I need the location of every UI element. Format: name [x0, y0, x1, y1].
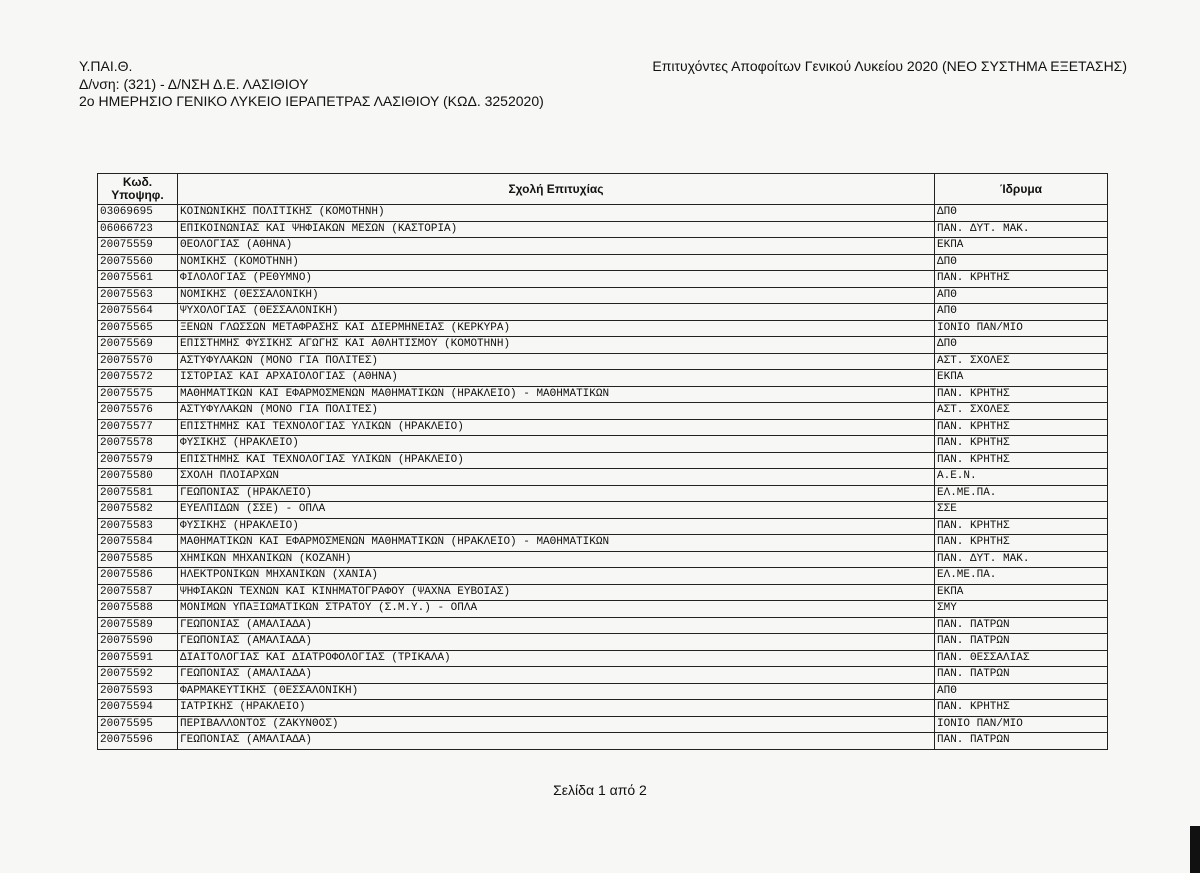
- table-row: [98, 403, 1108, 420]
- institution-cell: ΠΑΝ. ΚΡΗΤΗΣ: [935, 452, 1108, 469]
- directorate-line: Δ/νση: (321) - Δ/ΝΣΗ Δ.Ε. ΛΑΣΙΘΙΟΥ: [79, 75, 309, 92]
- institution-cell: ΠΑΝ. ΠΑΤΡΩΝ: [935, 617, 1108, 634]
- candidate-code-cell: 20075577: [98, 419, 178, 436]
- table-row: [98, 436, 1108, 453]
- institution-cell: ΕΚΠΑ: [935, 238, 1108, 255]
- table-row: [98, 238, 1108, 255]
- institution-cell: ΙΟΝΙΟ ΠΑΝ/ΜΙΟ: [935, 320, 1108, 337]
- table-row: [98, 370, 1108, 387]
- table-row: [98, 551, 1108, 568]
- school-cell: ΚΟΙΝΩΝΙΚΗΣ ΠΟΛΙΤΙΚΗΣ (ΚΟΜΟΤΗΝΗ): [178, 205, 935, 222]
- school-cell: ΓΕΩΠΟΝΙΑΣ (ΑΜΑΛΙΑΔΑ): [178, 617, 935, 634]
- candidate-code-cell: 20075569: [98, 337, 178, 354]
- institution-cell: ΠΑΝ. ΚΡΗΤΗΣ: [935, 700, 1108, 717]
- school-line: 2ο ΗΜΕΡΗΣΙΟ ΓΕΝΙΚΟ ΛΥΚΕΙΟ ΙΕΡΑΠΕΤΡΑΣ ΛΑΣΙΘΙΟΥ (ΚΩΔ. 3252020): [79, 93, 544, 109]
- candidate-code-cell: 06066723: [98, 221, 178, 238]
- candidate-code-cell: 20075590: [98, 634, 178, 651]
- institution-cell: ΑΠΘ: [935, 287, 1108, 304]
- candidate-code-cell: 20075563: [98, 287, 178, 304]
- candidate-code-cell: 20075589: [98, 617, 178, 634]
- table-header-row: [98, 174, 1108, 205]
- institution-cell: ΠΑΝ. ΘΕΣΣΑΛΙΑΣ: [935, 650, 1108, 667]
- table-row: [98, 452, 1108, 469]
- candidate-code-cell: 20075576: [98, 403, 178, 420]
- column-header-code-line1: Κωδ.: [122, 175, 153, 189]
- school-cell: ΨΗΦΙΑΚΩΝ ΤΕΧΝΩΝ ΚΑΙ ΚΙΝΗΜΑΤΟΓΡΑΦΟΥ (ΨΑΧΝΑ ΕΥΒΟΙΑΣ): [178, 584, 935, 601]
- institution-cell: ΕΛ.ΜΕ.ΠΑ.: [935, 485, 1108, 502]
- ministry-line: Υ.ΠΑΙ.Θ.: [79, 58, 133, 74]
- candidate-code-cell: 20075565: [98, 320, 178, 337]
- candidate-code-cell: 20075592: [98, 667, 178, 684]
- school-cell: ΘΕΟΛΟΓΙΑΣ (ΑΘΗΝΑ): [178, 238, 935, 255]
- column-header-institution: Ίδρυμα: [935, 174, 1108, 205]
- column-header-school: Σχολή Επιτυχίας: [178, 174, 935, 205]
- institution-cell: ΕΛ.ΜΕ.ΠΑ.: [935, 568, 1108, 585]
- candidate-code-cell: 20075583: [98, 518, 178, 535]
- institution-cell: ΠΑΝ. ΚΡΗΤΗΣ: [935, 419, 1108, 436]
- table-row: [98, 469, 1108, 486]
- table-row: [98, 205, 1108, 222]
- school-cell: ΙΣΤΟΡΙΑΣ ΚΑΙ ΑΡΧΑΙΟΛΟΓΙΑΣ (ΑΘΗΝΑ): [178, 370, 935, 387]
- institution-cell: ΕΚΠΑ: [935, 370, 1108, 387]
- candidate-code-cell: 20075580: [98, 469, 178, 486]
- school-cell: ΕΠΙΣΤΗΜΗΣ ΚΑΙ ΤΕΧΝΟΛΟΓΙΑΣ ΥΛΙΚΩΝ (ΗΡΑΚΛΕΙΟ): [178, 452, 935, 469]
- school-cell: ΓΕΩΠΟΝΙΑΣ (ΑΜΑΛΙΑΔΑ): [178, 733, 935, 750]
- school-cell: ΓΕΩΠΟΝΙΑΣ (ΗΡΑΚΛΕΙΟ): [178, 485, 935, 502]
- school-cell: ΞΕΝΩΝ ΓΛΩΣΣΩΝ ΜΕΤΑΦΡΑΣΗΣ ΚΑΙ ΔΙΕΡΜΗΝΕΙΑΣ (ΚΕΡΚΥΡΑ): [178, 320, 935, 337]
- school-cell: ΜΑΘΗΜΑΤΙΚΩΝ ΚΑΙ ΕΦΑΡΜΟΣΜΕΝΩΝ ΜΑΘΗΜΑΤΙΚΩΝ (ΗΡΑΚΛΕΙΟ) - ΜΑΘΗΜΑΤΙΚΩΝ: [178, 535, 935, 552]
- table-row: [98, 353, 1108, 370]
- candidate-code-cell: 03069695: [98, 205, 178, 222]
- candidate-code-cell: 20075586: [98, 568, 178, 585]
- table-row: [98, 716, 1108, 733]
- table-row: [98, 634, 1108, 651]
- institution-cell: ΠΑΝ. ΚΡΗΤΗΣ: [935, 386, 1108, 403]
- school-cell: ΦΥΣΙΚΗΣ (ΗΡΑΚΛΕΙΟ): [178, 436, 935, 453]
- candidate-code-cell: 20075595: [98, 716, 178, 733]
- institution-cell: ΔΠΘ: [935, 337, 1108, 354]
- school-cell: ΑΣΤΥΦΥΛΑΚΩΝ (ΜΟΝΟ ΓΙΑ ΠΟΛΙΤΕΣ): [178, 353, 935, 370]
- table-row: [98, 584, 1108, 601]
- table-row: [98, 287, 1108, 304]
- institution-cell: ΠΑΝ. ΚΡΗΤΗΣ: [935, 518, 1108, 535]
- candidate-code-cell: 20075572: [98, 370, 178, 387]
- institution-cell: ΣΣΕ: [935, 502, 1108, 519]
- candidate-code-cell: 20075591: [98, 650, 178, 667]
- school-cell: ΣΧΟΛΗ ΠΛΟΙΑΡΧΩΝ: [178, 469, 935, 486]
- document-title: Επιτυχόντες Αποφοίτων Γενικού Λυκείου 2020 (ΝΕΟ ΣΥΣΤΗΜΑ ΕΞΕΤΑΣΗΣ): [652, 58, 1127, 74]
- institution-cell: ΠΑΝ. ΠΑΤΡΩΝ: [935, 733, 1108, 750]
- table-row: [98, 502, 1108, 519]
- page-number: Σελίδα 1 από 2: [553, 782, 647, 798]
- school-cell: ΕΥΕΛΠΙΔΩΝ (ΣΣΕ) - ΟΠΛΑ: [178, 502, 935, 519]
- table-row: [98, 271, 1108, 288]
- table-row: [98, 667, 1108, 684]
- school-cell: ΜΑΘΗΜΑΤΙΚΩΝ ΚΑΙ ΕΦΑΡΜΟΣΜΕΝΩΝ ΜΑΘΗΜΑΤΙΚΩΝ (ΗΡΑΚΛΕΙΟ) - ΜΑΘΗΜΑΤΙΚΩΝ: [178, 386, 935, 403]
- table-row: [98, 650, 1108, 667]
- institution-cell: ΑΠΘ: [935, 304, 1108, 321]
- column-header-code-line2: Υποψηφ.: [111, 188, 164, 202]
- candidate-code-cell: 20075596: [98, 733, 178, 750]
- school-cell: ΓΕΩΠΟΝΙΑΣ (ΑΜΑΛΙΑΔΑ): [178, 634, 935, 651]
- school-cell: ΑΣΤΥΦΥΛΑΚΩΝ (ΜΟΝΟ ΓΙΑ ΠΟΛΙΤΕΣ): [178, 403, 935, 420]
- institution-cell: ΕΚΠΑ: [935, 584, 1108, 601]
- institution-cell: ΔΠΘ: [935, 254, 1108, 271]
- candidate-code-cell: 20075593: [98, 683, 178, 700]
- school-cell: ΕΠΙΣΤΗΜΗΣ ΚΑΙ ΤΕΧΝΟΛΟΓΙΑΣ ΥΛΙΚΩΝ (ΗΡΑΚΛΕΙΟ): [178, 419, 935, 436]
- school-cell: ΦΥΣΙΚΗΣ (ΗΡΑΚΛΕΙΟ): [178, 518, 935, 535]
- table-row: [98, 320, 1108, 337]
- candidate-code-cell: 20075581: [98, 485, 178, 502]
- institution-cell: ΠΑΝ. ΠΑΤΡΩΝ: [935, 667, 1108, 684]
- school-cell: ΕΠΙΣΤΗΜΗΣ ΦΥΣΙΚΗΣ ΑΓΩΓΗΣ ΚΑΙ ΑΘΛΗΤΙΣΜΟΥ (ΚΟΜΟΤΗΝΗ): [178, 337, 935, 354]
- school-cell: ΗΛΕΚΤΡΟΝΙΚΩΝ ΜΗΧΑΝΙΚΩΝ (ΧΑΝΙΑ): [178, 568, 935, 585]
- school-cell: ΨΥΧΟΛΟΓΙΑΣ (ΘΕΣΣΑΛΟΝΙΚΗ): [178, 304, 935, 321]
- candidate-code-cell: 20075578: [98, 436, 178, 453]
- table-body: [98, 205, 1108, 750]
- school-cell: ΙΑΤΡΙΚΗΣ (ΗΡΑΚΛΕΙΟ): [178, 700, 935, 717]
- institution-cell: ΑΣΤ. ΣΧΟΛΕΣ: [935, 353, 1108, 370]
- institution-cell: ΑΠΘ: [935, 683, 1108, 700]
- candidate-code-cell: 20075584: [98, 535, 178, 552]
- school-cell: ΕΠΙΚΟΙΝΩΝΙΑΣ ΚΑΙ ΨΗΦΙΑΚΩΝ ΜΕΣΩΝ (ΚΑΣΤΟΡΙΑ): [178, 221, 935, 238]
- candidate-code-cell: 20075564: [98, 304, 178, 321]
- table-row: [98, 337, 1108, 354]
- institution-cell: ΠΑΝ. ΔΥΤ. ΜΑΚ.: [935, 551, 1108, 568]
- scan-edge-mark: [1190, 826, 1200, 873]
- school-cell: ΦΑΡΜΑΚΕΥΤΙΚΗΣ (ΘΕΣΣΑΛΟΝΙΚΗ): [178, 683, 935, 700]
- table-row: [98, 254, 1108, 271]
- table-row: [98, 733, 1108, 750]
- candidate-code-cell: 20075594: [98, 700, 178, 717]
- table-row: [98, 304, 1108, 321]
- table-row: [98, 683, 1108, 700]
- candidate-code-cell: 20075559: [98, 238, 178, 255]
- school-cell: ΓΕΩΠΟΝΙΑΣ (ΑΜΑΛΙΑΔΑ): [178, 667, 935, 684]
- school-cell: ΜΟΝΙΜΩΝ ΥΠΑΞΙΩΜΑΤΙΚΩΝ ΣΤΡΑΤΟΥ (Σ.Μ.Υ.) - ΟΠΛΑ: [178, 601, 935, 618]
- institution-cell: ΠΑΝ. ΠΑΤΡΩΝ: [935, 634, 1108, 651]
- candidate-code-cell: 20075561: [98, 271, 178, 288]
- table-row: [98, 568, 1108, 585]
- candidate-code-cell: 20075582: [98, 502, 178, 519]
- institution-cell: ΣΜΥ: [935, 601, 1108, 618]
- table-row: [98, 221, 1108, 238]
- table-row: [98, 700, 1108, 717]
- school-cell: ΝΟΜΙΚΗΣ (ΚΟΜΟΤΗΝΗ): [178, 254, 935, 271]
- candidate-code-cell: 20075588: [98, 601, 178, 618]
- column-header-code: [98, 174, 178, 205]
- school-cell: ΝΟΜΙΚΗΣ (ΘΕΣΣΑΛΟΝΙΚΗ): [178, 287, 935, 304]
- institution-cell: ΠΑΝ. ΚΡΗΤΗΣ: [935, 271, 1108, 288]
- results-table: [97, 173, 1108, 750]
- table-row: [98, 386, 1108, 403]
- table-row: [98, 617, 1108, 634]
- table-row: [98, 485, 1108, 502]
- candidate-code-cell: 20075587: [98, 584, 178, 601]
- institution-cell: ΙΟΝΙΟ ΠΑΝ/ΜΙΟ: [935, 716, 1108, 733]
- candidate-code-cell: 20075579: [98, 452, 178, 469]
- institution-cell: ΠΑΝ. ΚΡΗΤΗΣ: [935, 436, 1108, 453]
- candidate-code-cell: 20075560: [98, 254, 178, 271]
- institution-cell: ΔΠΘ: [935, 205, 1108, 222]
- institution-cell: ΠΑΝ. ΚΡΗΤΗΣ: [935, 535, 1108, 552]
- candidate-code-cell: 20075585: [98, 551, 178, 568]
- school-cell: ΔΙΑΙΤΟΛΟΓΙΑΣ ΚΑΙ ΔΙΑΤΡΟΦΟΛΟΓΙΑΣ (ΤΡΙΚΑΛΑ): [178, 650, 935, 667]
- candidate-code-cell: 20075570: [98, 353, 178, 370]
- school-cell: ΦΙΛΟΛΟΓΙΑΣ (ΡΕΘΥΜΝΟ): [178, 271, 935, 288]
- table-row: [98, 601, 1108, 618]
- school-cell: ΧΗΜΙΚΩΝ ΜΗΧΑΝΙΚΩΝ (ΚΟΖΑΝΗ): [178, 551, 935, 568]
- candidate-code-cell: 20075575: [98, 386, 178, 403]
- school-cell: ΠΕΡΙΒΑΛΛΟΝΤΟΣ (ΖΑΚΥΝΘΟΣ): [178, 716, 935, 733]
- table-row: [98, 518, 1108, 535]
- institution-cell: ΠΑΝ. ΔΥΤ. ΜΑΚ.: [935, 221, 1108, 238]
- table-row: [98, 419, 1108, 436]
- header-left: [79, 58, 544, 111]
- institution-cell: Α.Ε.Ν.: [935, 469, 1108, 486]
- institution-cell: ΑΣΤ. ΣΧΟΛΕΣ: [935, 403, 1108, 420]
- table-row: [98, 535, 1108, 552]
